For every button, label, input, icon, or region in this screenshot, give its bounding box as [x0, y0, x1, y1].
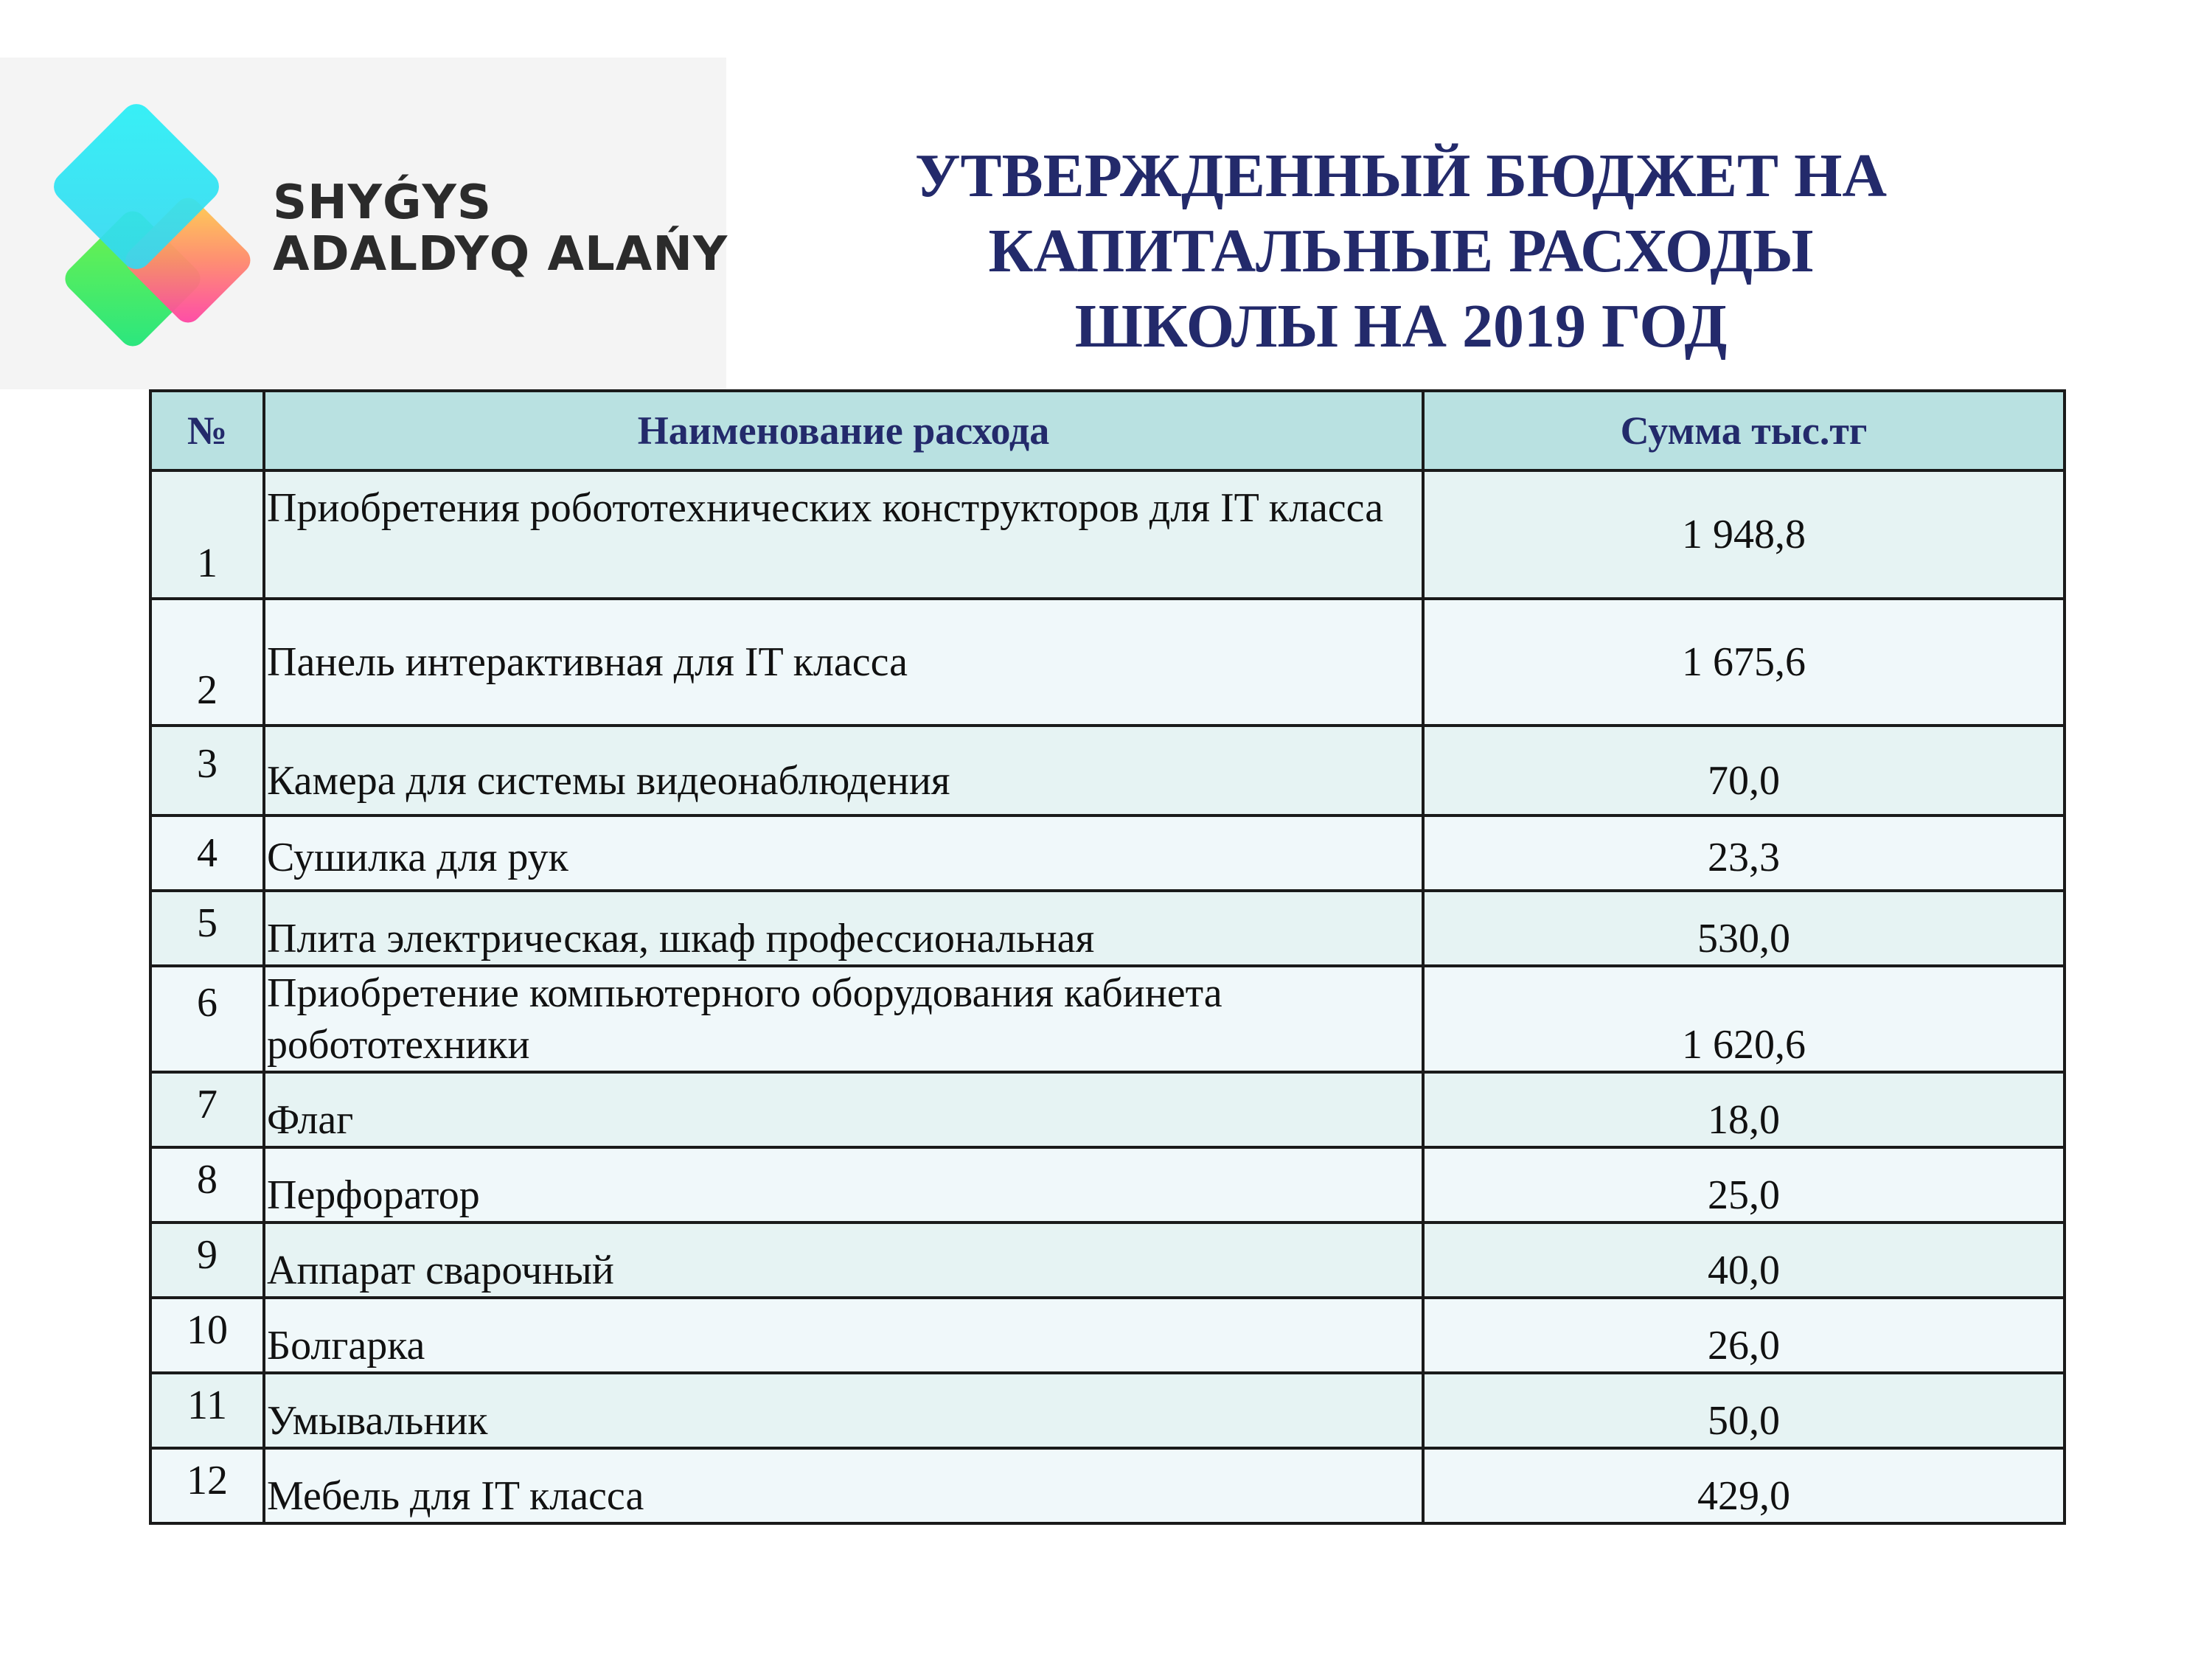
table-row [150, 1072, 2065, 1147]
row-expense-name: Сушилка для рук [264, 815, 1423, 891]
table-row [150, 1448, 2065, 1523]
row-number: 6 [150, 966, 264, 1072]
row-amount: 70,0 [1423, 726, 2065, 815]
row-number: 9 [150, 1222, 264, 1298]
table-row [150, 599, 2065, 726]
row-number: 8 [150, 1147, 264, 1222]
row-number: 4 [150, 815, 264, 891]
table-row [150, 1373, 2065, 1448]
row-number: 12 [150, 1448, 264, 1523]
table-row [150, 726, 2065, 815]
row-amount: 1 948,8 [1423, 470, 2065, 599]
row-number: 2 [150, 599, 264, 726]
table-row [150, 891, 2065, 966]
header-number: № [150, 391, 264, 470]
logo-wordmark [273, 177, 728, 280]
table-row [150, 1298, 2065, 1373]
row-amount: 40,0 [1423, 1222, 2065, 1298]
row-amount: 50,0 [1423, 1373, 2065, 1448]
row-amount: 1 620,6 [1423, 966, 2065, 1072]
row-expense-name: Приобретение компьютерного оборудования кабинета робототехники [264, 966, 1423, 1072]
row-number: 11 [150, 1373, 264, 1448]
table-row [150, 1147, 2065, 1222]
row-number: 7 [150, 1072, 264, 1147]
row-expense-name: Плита электрическая, шкаф профессиональная [264, 891, 1423, 966]
row-amount: 429,0 [1423, 1448, 2065, 1523]
row-amount: 18,0 [1423, 1072, 2065, 1147]
budget-table [149, 389, 2066, 1525]
table-row [150, 815, 2065, 891]
row-amount: 26,0 [1423, 1298, 2065, 1373]
row-amount: 23,3 [1423, 815, 2065, 891]
table-row [150, 966, 2065, 1072]
row-expense-name: Панель интерактивная для IT класса [264, 599, 1423, 726]
row-expense-name: Приобретения робототехнических конструкторов для IT класса [264, 470, 1423, 599]
row-expense-name: Перфоратор [264, 1147, 1423, 1222]
row-number: 1 [150, 470, 264, 599]
row-expense-name: Болгарка [264, 1298, 1423, 1373]
row-expense-name: Камера для системы видеонаблюдения [264, 726, 1423, 815]
page-title [796, 139, 2006, 364]
title-line-1: УТВЕРЖДЕННЫЙ БЮДЖЕТ НА [914, 142, 1888, 210]
row-number: 5 [150, 891, 264, 966]
row-expense-name: Аппарат сварочный [264, 1222, 1423, 1298]
row-expense-name: Флаг [264, 1072, 1423, 1147]
logo-line-2: ADALDYQ ALAŃY [273, 227, 728, 282]
header-amount: Сумма тыс.тг [1423, 391, 2065, 470]
row-expense-name: Мебель для IT класса [264, 1448, 1423, 1523]
table-row [150, 1222, 2065, 1298]
logo-icon [29, 87, 273, 360]
title-line-2: КАПИТАЛЬНЫЕ РАСХОДЫ [988, 217, 1814, 285]
row-expense-name: Умывальник [264, 1373, 1423, 1448]
logo-line-1: SHYǴYS [273, 175, 492, 230]
row-number: 10 [150, 1298, 264, 1373]
header-expense-name: Наименование расхода [264, 391, 1423, 470]
table-header-row [150, 391, 2065, 470]
row-amount: 530,0 [1423, 891, 2065, 966]
row-amount: 25,0 [1423, 1147, 2065, 1222]
logo [0, 58, 726, 389]
row-number: 3 [150, 726, 264, 815]
title-line-3: ШКОЛЫ НА 2019 ГОД [1074, 292, 1728, 361]
table-row [150, 470, 2065, 599]
row-amount: 1 675,6 [1423, 599, 2065, 726]
